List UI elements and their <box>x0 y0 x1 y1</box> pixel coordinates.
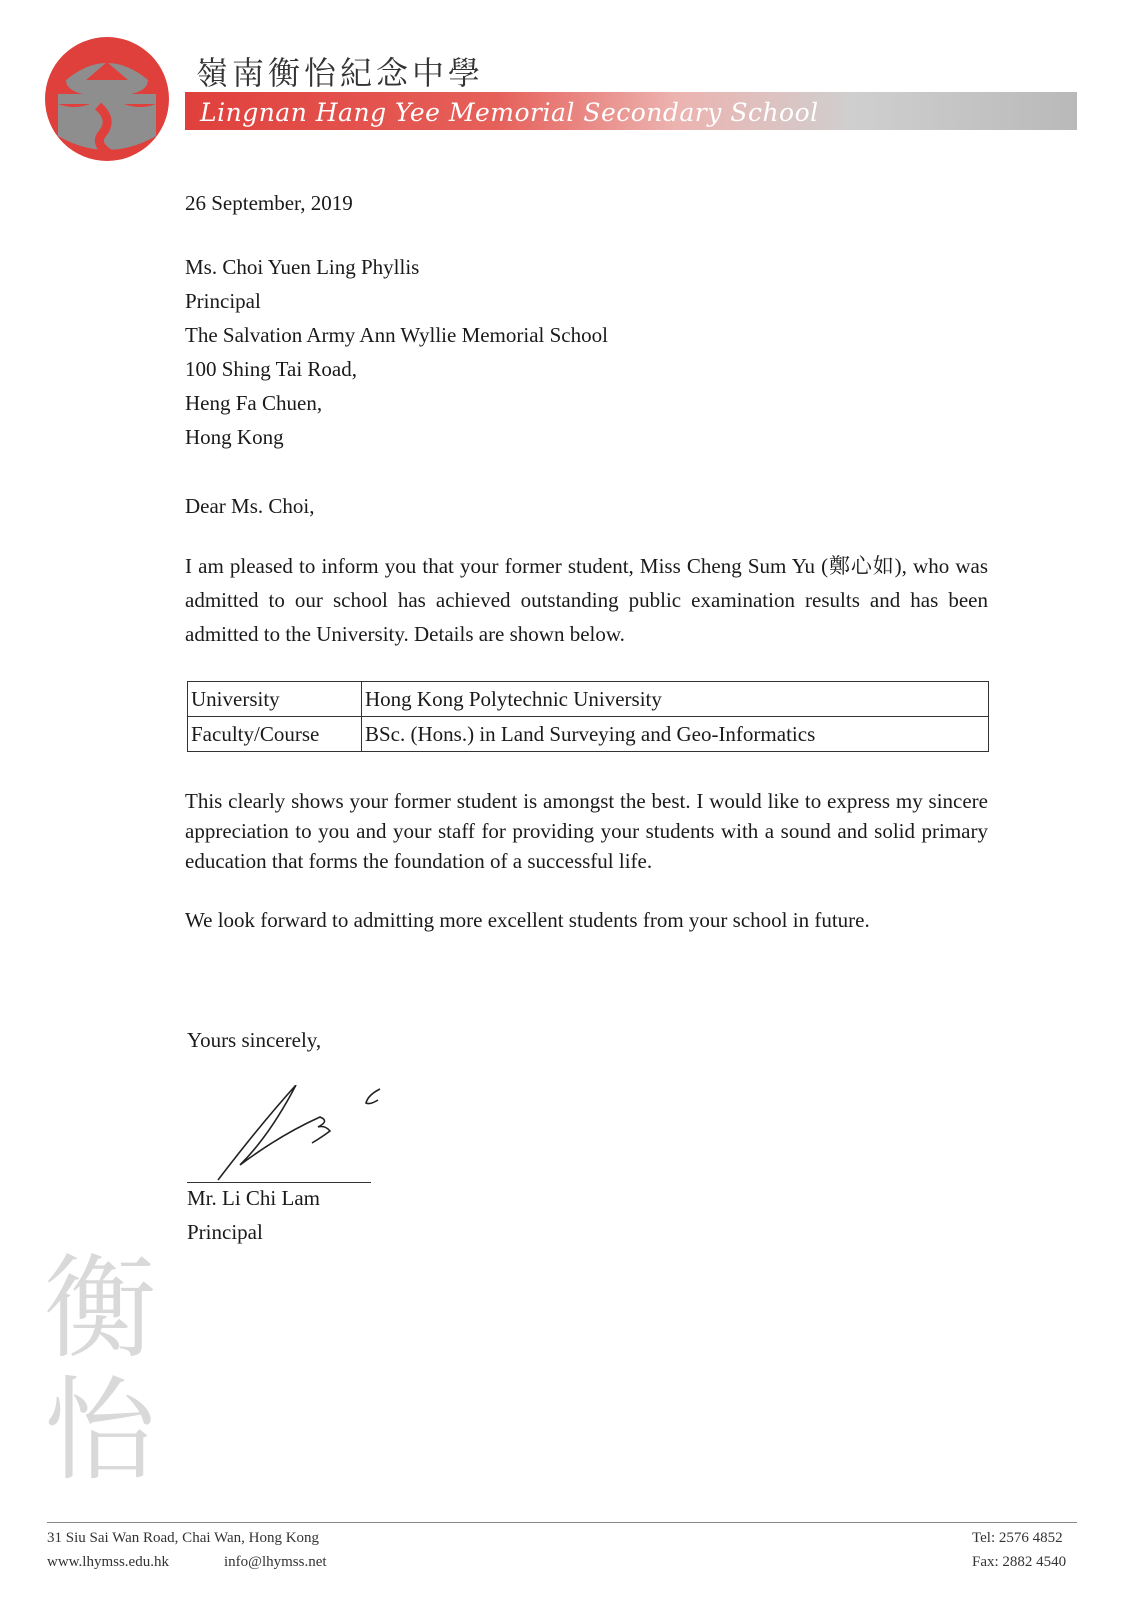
handwritten-signature <box>190 1085 410 1190</box>
body-paragraph-2: This clearly shows your former student is amongst the best. I would like to express my sincere appreciation to you and your staff for providing your students with a sound and solid primary education that forms the foundation of a successful life. <box>185 789 988 873</box>
footer-fax: Fax: 2882 4540 <box>972 1554 1067 1570</box>
recipient-address-block <box>185 250 608 454</box>
table-row <box>188 682 989 717</box>
school-logo <box>44 36 170 162</box>
signer-name: Mr. Li Chi Lam <box>187 1186 320 1210</box>
footer-divider <box>47 1522 1077 1523</box>
recipient-school: The Salvation Army Ann Wyllie Memorial School <box>185 323 608 347</box>
footer-email: info@lhymss.net <box>224 1554 327 1570</box>
recipient-name: Ms. Choi Yuen Ling Phyllis <box>185 255 420 279</box>
recipient-street: 100 Shing Tai Road, <box>185 357 357 381</box>
letter-date: 26 September, 2019 <box>185 191 353 215</box>
body-paragraph-3: We look forward to admitting more excellent students from your school in future. <box>185 908 870 932</box>
footer-telephone: Tel: 2576 4852 <box>972 1530 1063 1546</box>
table-label-course: Faculty/Course <box>188 717 362 752</box>
closing: Yours sincerely, <box>187 1028 322 1052</box>
body-paragraph-1: I am pleased to inform you that your former student, Miss Cheng Sum Yu (鄭心如), who was admitted to our school has achieved outstanding public examination results and has been admitted to the University. Details are shown below. <box>185 554 988 646</box>
table-row <box>188 717 989 752</box>
table-label-university: University <box>188 682 362 717</box>
table-value-university: Hong Kong Polytechnic University <box>362 682 989 717</box>
calligraphy-watermark <box>44 1244 174 1496</box>
watermark-char: 衡 <box>44 1244 156 1374</box>
table-value-course: BSc. (Hons.) in Land Surveying and Geo-Informatics <box>362 717 989 752</box>
school-name-english: Lingnan Hang Yee Memorial Secondary School <box>200 98 819 127</box>
recipient-district: Heng Fa Chuen, <box>185 391 323 415</box>
school-name-chinese: 嶺南衡怡紀念中學 <box>196 54 485 92</box>
footer-address: 31 Siu Sai Wan Road, Chai Wan, Hong Kong <box>47 1530 320 1546</box>
recipient-title: Principal <box>185 289 261 313</box>
watermark-char: 怡 <box>44 1366 156 1496</box>
recipient-region: Hong Kong <box>185 425 284 449</box>
footer-website: www.lhymss.edu.hk <box>47 1554 169 1570</box>
signer-title: Principal <box>187 1220 263 1244</box>
admission-details-table <box>187 681 989 752</box>
salutation: Dear Ms. Choi, <box>185 494 315 518</box>
